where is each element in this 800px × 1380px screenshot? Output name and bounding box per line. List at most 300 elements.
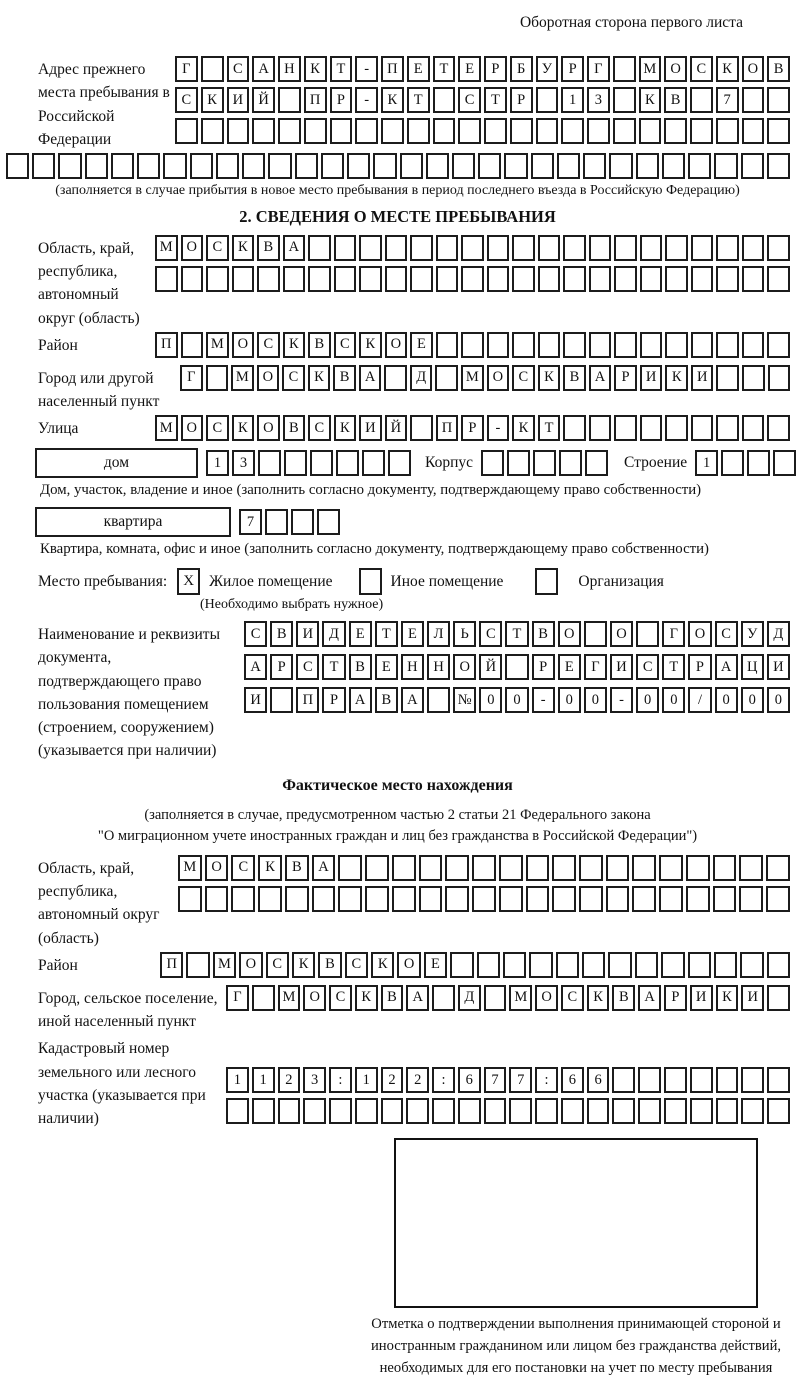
char-box bbox=[587, 118, 610, 144]
char-box bbox=[362, 450, 385, 476]
char-box bbox=[484, 118, 507, 144]
char-box bbox=[258, 450, 281, 476]
char-box: С bbox=[345, 952, 368, 978]
char-box: А bbox=[401, 687, 424, 713]
char-box bbox=[713, 886, 737, 912]
char-box bbox=[392, 855, 416, 881]
char-box bbox=[284, 450, 307, 476]
dom-cells bbox=[206, 450, 411, 476]
char-box bbox=[407, 118, 430, 144]
char-box bbox=[716, 235, 739, 261]
char-box bbox=[252, 118, 275, 144]
char-box bbox=[283, 266, 306, 292]
char-box bbox=[481, 450, 504, 476]
char-box bbox=[291, 509, 314, 535]
char-box: Р bbox=[510, 87, 533, 113]
oblast-label: Область, край, республика, автономный округ (область) bbox=[38, 239, 140, 327]
char-box bbox=[436, 332, 459, 358]
char-box bbox=[487, 235, 510, 261]
char-box bbox=[252, 985, 275, 1011]
char-box bbox=[270, 687, 293, 713]
char-box bbox=[359, 266, 382, 292]
char-box bbox=[767, 153, 790, 179]
char-box bbox=[713, 855, 737, 881]
fact-note-1: (заполняется в случае, предусмотренном частью 2 статьи 21 Федерального закона bbox=[144, 806, 651, 823]
char-box bbox=[686, 886, 710, 912]
char-box bbox=[426, 153, 449, 179]
char-box bbox=[458, 1098, 481, 1124]
char-box bbox=[552, 886, 576, 912]
char-box bbox=[664, 118, 687, 144]
char-box bbox=[410, 235, 433, 261]
char-box: 0 bbox=[479, 687, 502, 713]
char-box: 3 bbox=[587, 87, 610, 113]
char-box bbox=[190, 153, 213, 179]
char-box: С bbox=[257, 332, 280, 358]
char-box: И bbox=[767, 654, 790, 680]
char-box: Т bbox=[330, 56, 353, 82]
zhiloe-checkbox: X bbox=[177, 568, 200, 595]
char-box bbox=[741, 1098, 764, 1124]
char-box bbox=[638, 1098, 661, 1124]
char-box bbox=[505, 654, 528, 680]
stroenie-cells bbox=[695, 450, 796, 476]
char-box: 0 bbox=[767, 687, 790, 713]
kadastr-row-1 bbox=[226, 1067, 790, 1093]
char-box: И bbox=[691, 365, 714, 391]
char-box: О bbox=[688, 621, 711, 647]
char-box bbox=[556, 952, 579, 978]
char-box bbox=[767, 1098, 790, 1124]
char-box bbox=[178, 886, 202, 912]
char-box: 6 bbox=[458, 1067, 481, 1093]
char-box: К bbox=[232, 235, 255, 261]
char-box bbox=[111, 153, 134, 179]
char-box: Т bbox=[484, 87, 507, 113]
char-box: П bbox=[155, 332, 178, 358]
prev-address-row-2 bbox=[175, 87, 790, 113]
char-box: 0 bbox=[741, 687, 764, 713]
prev-address-row-3 bbox=[175, 118, 790, 144]
char-box bbox=[714, 952, 737, 978]
char-box: № bbox=[453, 687, 476, 713]
char-box bbox=[32, 153, 55, 179]
char-box: О bbox=[303, 985, 326, 1011]
char-box bbox=[432, 1098, 455, 1124]
char-box bbox=[714, 153, 737, 179]
char-box bbox=[381, 1098, 404, 1124]
char-box: 1 bbox=[226, 1067, 249, 1093]
char-box: 2 bbox=[278, 1067, 301, 1093]
char-box bbox=[721, 450, 744, 476]
char-box bbox=[472, 855, 496, 881]
char-box bbox=[659, 855, 683, 881]
oblast-row-2 bbox=[155, 266, 790, 292]
char-box bbox=[484, 1098, 507, 1124]
char-box bbox=[137, 153, 160, 179]
char-box bbox=[385, 266, 408, 292]
char-box: В bbox=[375, 687, 398, 713]
char-box: Г bbox=[662, 621, 685, 647]
char-box: К bbox=[359, 332, 382, 358]
char-box: К bbox=[381, 87, 404, 113]
char-box bbox=[452, 153, 475, 179]
char-box bbox=[312, 886, 336, 912]
char-box: 7 bbox=[716, 87, 739, 113]
char-box bbox=[384, 365, 407, 391]
char-box: 1 bbox=[206, 450, 229, 476]
kvartira-row bbox=[35, 507, 790, 537]
char-box bbox=[563, 235, 586, 261]
fact-note-2: "О миграционном учете иностранных граждан и лиц без гражданства в Российской Федерации") bbox=[97, 827, 698, 844]
char-box: : bbox=[432, 1067, 455, 1093]
char-box: К bbox=[665, 365, 688, 391]
char-box bbox=[606, 855, 630, 881]
char-box bbox=[478, 153, 501, 179]
char-box bbox=[767, 235, 790, 261]
char-box bbox=[665, 266, 688, 292]
char-box bbox=[635, 952, 658, 978]
prev-address-note: (заполняется в случае прибытия в новое место пребывания в период последнего въезда в Российскую Федерацию) bbox=[55, 183, 740, 198]
char-box bbox=[355, 118, 378, 144]
char-box bbox=[410, 266, 433, 292]
char-box: Т bbox=[375, 621, 398, 647]
char-box: Е bbox=[407, 56, 430, 82]
char-box bbox=[359, 235, 382, 261]
char-box: Е bbox=[458, 56, 481, 82]
char-box bbox=[285, 886, 309, 912]
char-box bbox=[632, 855, 656, 881]
ulitsa-label: Улица bbox=[38, 420, 79, 438]
char-box bbox=[388, 450, 411, 476]
char-box: О bbox=[664, 56, 687, 82]
char-box bbox=[400, 153, 423, 179]
char-box: А bbox=[252, 56, 275, 82]
kvartira-note: Квартира, комната, офис и иное (заполнить согласно документу, подтверждающему право собственности) bbox=[40, 541, 709, 558]
char-box bbox=[613, 87, 636, 113]
char-box bbox=[613, 56, 636, 82]
char-box bbox=[742, 266, 765, 292]
char-box: Н bbox=[401, 654, 424, 680]
char-box: Й bbox=[385, 415, 408, 441]
char-box bbox=[308, 235, 331, 261]
char-box: А bbox=[349, 687, 372, 713]
char-box: М bbox=[213, 952, 236, 978]
char-box: А bbox=[283, 235, 306, 261]
kvartira-wide-box: квартира bbox=[35, 507, 231, 537]
char-box: Е bbox=[349, 621, 372, 647]
char-box: О bbox=[453, 654, 476, 680]
char-box: 0 bbox=[636, 687, 659, 713]
char-box bbox=[155, 266, 178, 292]
char-box: К bbox=[512, 415, 535, 441]
fact-gorod-block bbox=[38, 985, 790, 1034]
char-box bbox=[509, 1098, 532, 1124]
char-box bbox=[445, 855, 469, 881]
char-box bbox=[477, 952, 500, 978]
kadastr-label: Кадастровый номер земельного или лесного участка (указывается при наличии) bbox=[38, 1040, 206, 1127]
char-box: Е bbox=[410, 332, 433, 358]
char-box: С bbox=[329, 985, 352, 1011]
char-box: - bbox=[487, 415, 510, 441]
char-box: Р bbox=[664, 985, 687, 1011]
char-box bbox=[741, 1067, 764, 1093]
char-box bbox=[584, 621, 607, 647]
char-box: М bbox=[155, 415, 178, 441]
char-box bbox=[640, 332, 663, 358]
char-box bbox=[295, 153, 318, 179]
char-box bbox=[614, 266, 637, 292]
char-box: Д bbox=[322, 621, 345, 647]
char-box bbox=[716, 266, 739, 292]
char-box bbox=[665, 415, 688, 441]
char-box: И bbox=[296, 621, 319, 647]
char-box: - bbox=[355, 87, 378, 113]
char-box bbox=[640, 235, 663, 261]
char-box bbox=[740, 952, 763, 978]
fact-oblast-row-2 bbox=[178, 886, 790, 912]
doc-row-2 bbox=[244, 654, 790, 680]
char-box: А bbox=[359, 365, 382, 391]
char-box: О bbox=[257, 415, 280, 441]
char-box bbox=[742, 365, 765, 391]
char-box bbox=[587, 1098, 610, 1124]
char-box: Е bbox=[424, 952, 447, 978]
char-box bbox=[231, 886, 255, 912]
char-box: М bbox=[206, 332, 229, 358]
char-box: С bbox=[458, 87, 481, 113]
char-box bbox=[716, 415, 739, 441]
char-box: Р bbox=[532, 654, 555, 680]
char-box bbox=[664, 1067, 687, 1093]
char-box bbox=[487, 266, 510, 292]
char-box bbox=[691, 266, 714, 292]
char-box bbox=[563, 332, 586, 358]
fact-raion-block bbox=[38, 952, 790, 983]
char-box bbox=[531, 153, 554, 179]
char-box: М bbox=[639, 56, 662, 82]
char-box bbox=[526, 886, 550, 912]
char-box bbox=[609, 153, 632, 179]
char-box bbox=[461, 235, 484, 261]
kadastr-block bbox=[38, 1035, 790, 1130]
mesto-row bbox=[38, 568, 790, 595]
char-box: К bbox=[308, 365, 331, 391]
char-box: 0 bbox=[715, 687, 738, 713]
char-box bbox=[640, 415, 663, 441]
korpus-cells bbox=[481, 450, 608, 476]
char-box bbox=[317, 509, 340, 535]
char-box: С bbox=[266, 952, 289, 978]
char-box bbox=[636, 621, 659, 647]
char-box bbox=[747, 450, 770, 476]
char-box: 2 bbox=[406, 1067, 429, 1093]
char-box bbox=[6, 153, 29, 179]
char-box: У bbox=[741, 621, 764, 647]
stamp-caption: Отметка о подтверждении выполнения принимающей стороной и иностранным гражданином или лицом без гражданства действий, необходимых для его постановки на учет по месту пребывания bbox=[370, 1316, 782, 1377]
char-box: Д bbox=[458, 985, 481, 1011]
char-box bbox=[691, 415, 714, 441]
char-box: О bbox=[397, 952, 420, 978]
char-box bbox=[512, 266, 535, 292]
doc-row-1 bbox=[244, 621, 790, 647]
char-box: В bbox=[283, 415, 306, 441]
char-box bbox=[512, 332, 535, 358]
char-box: С bbox=[308, 415, 331, 441]
char-box: Е bbox=[558, 654, 581, 680]
char-box bbox=[458, 118, 481, 144]
char-box bbox=[686, 855, 710, 881]
char-box: П bbox=[304, 87, 327, 113]
char-box bbox=[373, 153, 396, 179]
char-box: Д bbox=[410, 365, 433, 391]
char-box: К bbox=[304, 56, 327, 82]
char-box: Т bbox=[433, 56, 456, 82]
char-box bbox=[499, 855, 523, 881]
inoe-checkbox bbox=[359, 568, 382, 595]
char-box: О bbox=[257, 365, 280, 391]
char-box: Р bbox=[330, 87, 353, 113]
char-box: М bbox=[509, 985, 532, 1011]
prev-address-row-1 bbox=[175, 56, 790, 82]
char-box: Й bbox=[479, 654, 502, 680]
char-box bbox=[365, 855, 389, 881]
char-box: Ц bbox=[741, 654, 764, 680]
char-box bbox=[612, 1098, 635, 1124]
char-box: М bbox=[178, 855, 202, 881]
gorod-block bbox=[38, 365, 790, 414]
char-box: Р bbox=[561, 56, 584, 82]
char-box bbox=[206, 266, 229, 292]
char-box: С bbox=[561, 985, 584, 1011]
char-box bbox=[536, 87, 559, 113]
char-box bbox=[278, 1098, 301, 1124]
char-box bbox=[433, 87, 456, 113]
char-box bbox=[716, 118, 739, 144]
char-box bbox=[419, 855, 443, 881]
char-box: А bbox=[715, 654, 738, 680]
kvartira-cells bbox=[239, 509, 340, 535]
char-box bbox=[510, 118, 533, 144]
char-box: Н bbox=[278, 56, 301, 82]
raion-block bbox=[38, 332, 790, 363]
char-box: В bbox=[349, 654, 372, 680]
char-box bbox=[85, 153, 108, 179]
char-box bbox=[742, 415, 765, 441]
char-box: / bbox=[688, 687, 711, 713]
dom-row bbox=[35, 448, 790, 478]
char-box bbox=[691, 235, 714, 261]
char-box: О bbox=[239, 952, 262, 978]
fact-gorod-row bbox=[226, 985, 790, 1011]
char-box: К bbox=[371, 952, 394, 978]
char-box: С bbox=[715, 621, 738, 647]
fact-raion-label: Район bbox=[38, 956, 78, 974]
char-box bbox=[690, 87, 713, 113]
char-box bbox=[419, 886, 443, 912]
organizatsiya-checkbox bbox=[535, 568, 558, 595]
char-box: О bbox=[487, 365, 510, 391]
char-box: К bbox=[201, 87, 224, 113]
char-box bbox=[768, 365, 791, 391]
char-box: 3 bbox=[232, 450, 255, 476]
char-box: К bbox=[355, 985, 378, 1011]
char-box bbox=[585, 450, 608, 476]
char-box bbox=[691, 332, 714, 358]
char-box bbox=[742, 118, 765, 144]
char-box: К bbox=[538, 365, 561, 391]
char-box bbox=[767, 118, 790, 144]
char-box: И bbox=[359, 415, 382, 441]
char-box: О bbox=[205, 855, 229, 881]
char-box bbox=[304, 118, 327, 144]
char-box bbox=[484, 985, 507, 1011]
char-box bbox=[504, 153, 527, 179]
char-box: У bbox=[536, 56, 559, 82]
char-box bbox=[538, 266, 561, 292]
gorod-row bbox=[180, 365, 790, 391]
char-box bbox=[589, 415, 612, 441]
char-box: Й bbox=[252, 87, 275, 113]
char-box bbox=[561, 1098, 584, 1124]
char-box bbox=[563, 415, 586, 441]
organizatsiya-label: Организация bbox=[578, 572, 664, 590]
ulitsa-block bbox=[38, 415, 790, 446]
char-box: 7 bbox=[484, 1067, 507, 1093]
char-box: М bbox=[155, 235, 178, 261]
char-box bbox=[579, 886, 603, 912]
char-box bbox=[201, 56, 224, 82]
char-box: 2 bbox=[381, 1067, 404, 1093]
char-box bbox=[436, 266, 459, 292]
char-box: Р bbox=[484, 56, 507, 82]
char-box: Т bbox=[662, 654, 685, 680]
char-box: И bbox=[640, 365, 663, 391]
section2-title: 2. СВЕДЕНИЯ О МЕСТЕ ПРЕБЫВАНИЯ bbox=[239, 206, 556, 226]
char-box bbox=[321, 153, 344, 179]
char-box: К bbox=[283, 332, 306, 358]
char-box: О bbox=[558, 621, 581, 647]
char-box bbox=[242, 153, 265, 179]
char-box bbox=[347, 153, 370, 179]
char-box: А bbox=[589, 365, 612, 391]
char-box bbox=[512, 235, 535, 261]
prev-address-block bbox=[38, 56, 790, 151]
char-box bbox=[559, 450, 582, 476]
stamp-area bbox=[360, 1138, 792, 1380]
char-box: В bbox=[532, 621, 555, 647]
char-box bbox=[435, 365, 458, 391]
prev-address-label: Адрес прежнего места пребывания в Российской Федерации bbox=[38, 61, 170, 148]
fact-oblast-block bbox=[38, 855, 790, 950]
char-box: В bbox=[318, 952, 341, 978]
char-box: С bbox=[175, 87, 198, 113]
char-box: 1 bbox=[252, 1067, 275, 1093]
char-box: С bbox=[636, 654, 659, 680]
char-box bbox=[205, 886, 229, 912]
doc-row-3 bbox=[244, 687, 790, 713]
char-box bbox=[614, 332, 637, 358]
char-box: И bbox=[227, 87, 250, 113]
char-box bbox=[583, 153, 606, 179]
char-box bbox=[561, 118, 584, 144]
char-box: С bbox=[231, 855, 255, 881]
char-box: Г bbox=[226, 985, 249, 1011]
char-box bbox=[265, 509, 288, 535]
char-box bbox=[227, 118, 250, 144]
char-box: Е bbox=[375, 654, 398, 680]
char-box bbox=[661, 952, 684, 978]
